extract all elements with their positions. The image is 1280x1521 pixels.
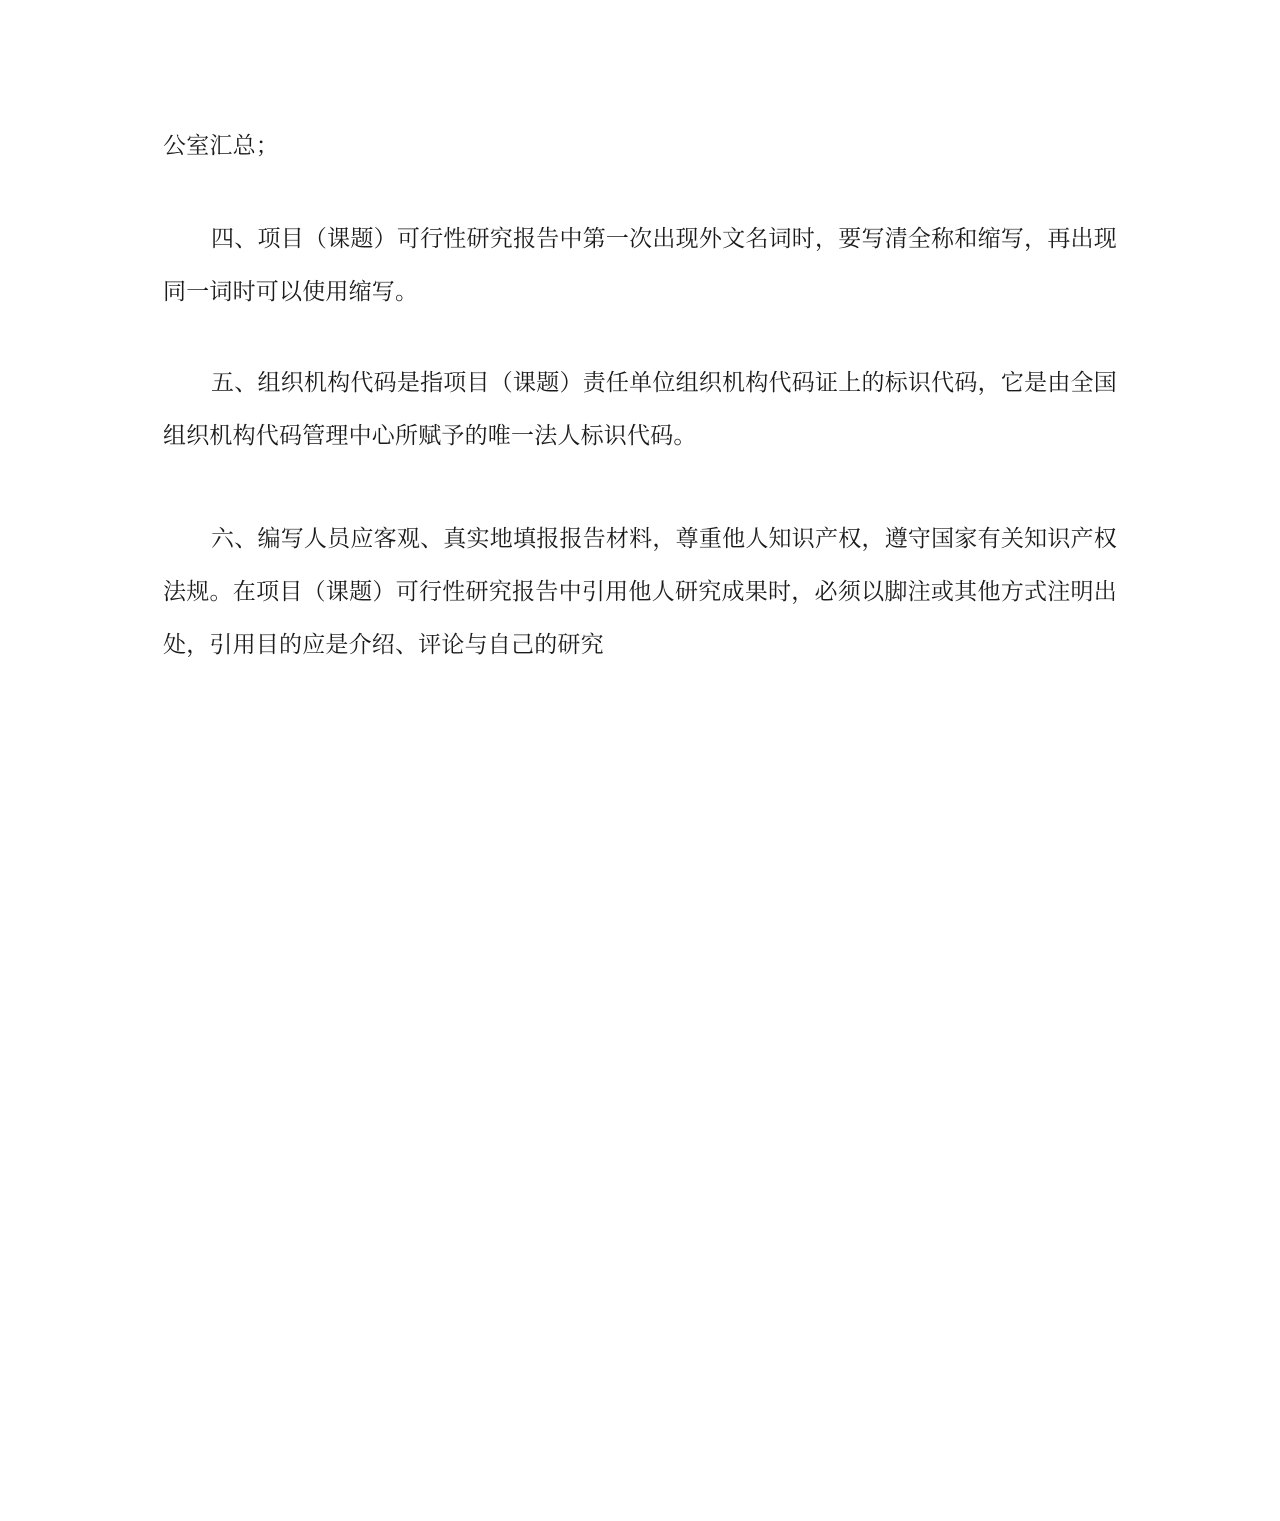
paragraph-continuation: 公室汇总； (163, 133, 279, 159)
paragraph-item-5-organization-code: 五、组织机构代码是指项目（课题）责任单位组织机构代码证上的标识代码，它是由全国组织机构代码管理中心所赋予的唯一法人标识代码。 (163, 370, 1117, 449)
paragraph-item-4-foreign-terms: 四、项目（课题）可行性研究报告中第一次出现外文名词时，要写清全称和缩写，再出现同一词时可以使用缩写。 (163, 226, 1117, 305)
paragraph-item-6-intellectual-property: 六、编写人员应客观、真实地填报报告材料，尊重他人知识产权，遵守国家有关知识产权法规。在项目（课题）可行性研究报告中引用他人研究成果时，必须以脚注或其他方式注明出处，引用目的应是介绍、评论与自己的研究 (163, 526, 1117, 658)
